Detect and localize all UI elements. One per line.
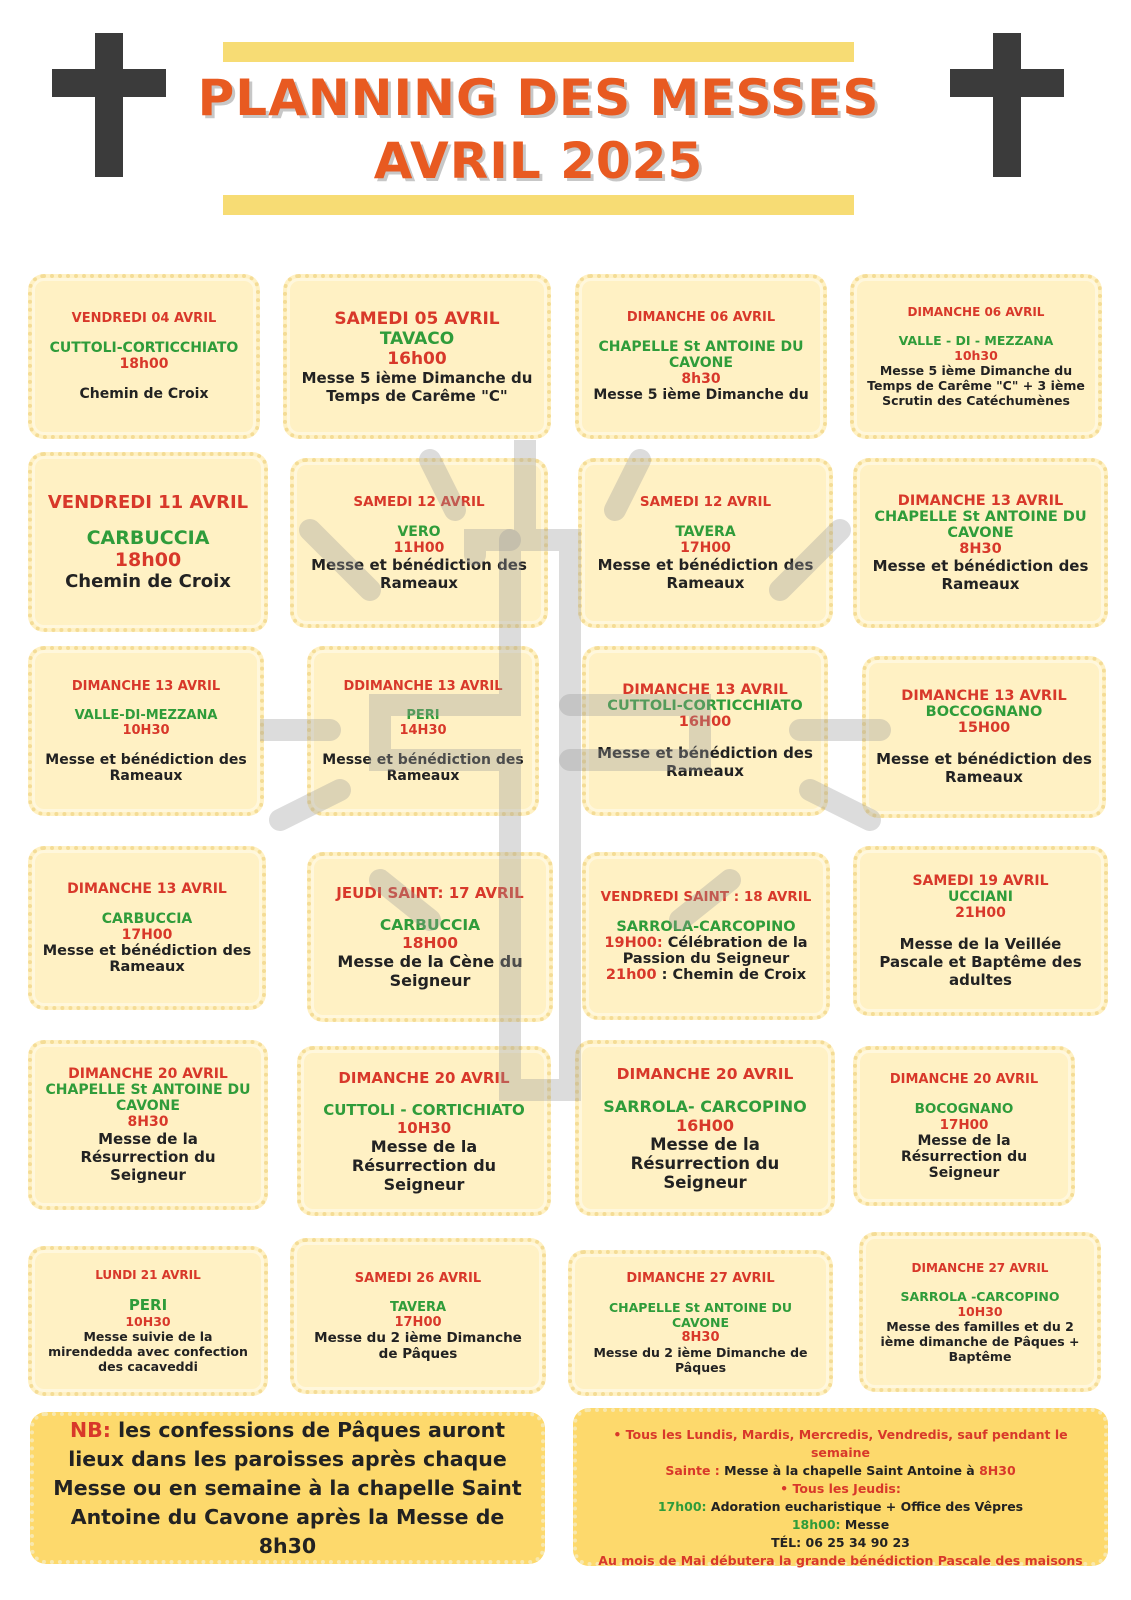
mass-card: DIMANCHE 27 AVRIL CHAPELLE St ANTOINE DU CAVONE 8H30 Messe du 2 ième Dimanche de Pâques [568,1250,833,1396]
mass-card: DIMANCHE 06 AVRIL VALLE - DI - MEZZANA 10h30 Messe 5 ième Dimanche du Temps de Carême "C" + 3 ième Scrutin des Catéchumènes [850,274,1102,439]
mass-card: VENDREDI SAINT : 18 AVRIL SARROLA-CARCOPINO 19H00: Célébration de la Passion du Seigneur 21h00 : Chemin de Croix [582,852,830,1020]
mass-card: DIMANCHE 27 AVRIL SARROLA -CARCOPINO 10H30 Messe des familles et du 2 ième dimanche de Pâques + Baptême [859,1232,1101,1392]
mass-card: DIMANCHE 13 AVRIL VALLE-DI-MEZZANA 10H30 Messe et bénédiction des Rameaux [28,646,264,816]
mass-card: VENDREDI 11 AVRIL CARBUCCIA 18h00 Chemin de Croix [28,452,268,632]
page-title: PLANNING DES MESSES [197,69,880,127]
mass-card: SAMEDI 19 AVRIL UCCIANI 21H00 Messe de la Veillée Pascale et Baptême des adultes [853,846,1108,1016]
mass-card: DIMANCHE 06 AVRIL CHAPELLE St ANTOINE DU CAVONE 8h30 Messe 5 ième Dimanche du [575,274,827,439]
mass-card: DIMANCHE 20 AVRIL CHAPELLE St ANTOINE DU CAVONE 8H30 Messe de la Résurrection du Seigneur [28,1040,268,1210]
mass-card: VENDREDI 04 AVRIL CUTTOLI-CORTICCHIATO 18h00 Chemin de Croix [28,274,260,439]
mass-card: SAMEDI 26 AVRIL TAVERA 17H00 Messe du 2 ième Dimanche de Pâques [290,1238,546,1394]
mass-card: SAMEDI 12 AVRIL TAVERA 17H00 Messe et bénédiction des Rameaux [578,458,833,628]
mass-card: JEUDI SAINT: 17 AVRIL CARBUCCIA 18H00 Messe de la Cène du Seigneur [307,852,553,1022]
mass-card: DDIMANCHE 13 AVRIL PERI 14H30 Messe et bénédiction des Rameaux [307,646,539,816]
cross-icon-left [52,33,166,177]
weekly-schedule-note: • Tous les Lundis, Mardis, Mercredis, Vendredis, sauf pendant le semaine Sainte : Messe à la chapelle Saint Antoine à 8H30 • Tous les Jeudis: 17h00: Adoration eucharistique + Office des Vêpres 18h00: Messe TÉL: 06 25 34 90 23 Au mois de Mai débutera la grande bénédiction Pascale des maisons [573,1408,1108,1566]
mass-card: LUNDI 21 AVRIL PERI 10H30 Messe suivie de la mirendedda avec confection des cacaveddi [28,1246,268,1396]
page-subtitle: AVRIL 2025 [373,132,704,190]
confession-note: NB: les confessions de Pâques auront lieux dans les paroisses après chaque Messe ou en semaine à la chapelle Saint Antoine du Cavone après la Messe de 8h30 [30,1412,545,1564]
mass-card: DIMANCHE 13 AVRIL CARBUCCIA 17H00 Messe et bénédiction des Rameaux [28,846,266,1010]
mass-card: SAMEDI 05 AVRIL TAVACO 16h00 Messe 5 ième Dimanche du Temps de Carême "C" [283,274,551,439]
mass-card: DIMANCHE 13 AVRIL CHAPELLE St ANTOINE DU CAVONE 8H30 Messe et bénédiction des Rameaux [853,458,1108,628]
mass-card: DIMANCHE 20 AVRIL BOCOGNANO 17H00 Messe de la Résurrection du Seigneur [853,1046,1075,1206]
title-bar-top [223,42,854,62]
mass-card: DIMANCHE 20 AVRIL CUTTOLI - CORTICHIATO 10H30 Messe de la Résurrection du Seigneur [297,1046,551,1216]
title-bar-bottom [223,195,854,215]
cross-icon-right [950,33,1064,177]
mass-card: SAMEDI 12 AVRIL VERO 11H00 Messe et bénédiction des Rameaux [290,458,548,628]
mass-card: DIMANCHE 13 AVRIL CUTTOLI-CORTICCHIATO 16H00 Messe et bénédiction des Rameaux [582,646,828,816]
mass-card: DIMANCHE 13 AVRIL BOCCOGNANO 15H00 Messe et bénédiction des Rameaux [862,656,1106,818]
mass-card: DIMANCHE 20 AVRIL SARROLA- CARCOPINO 16H00 Messe de la Résurrection du Seigneur [575,1040,835,1216]
